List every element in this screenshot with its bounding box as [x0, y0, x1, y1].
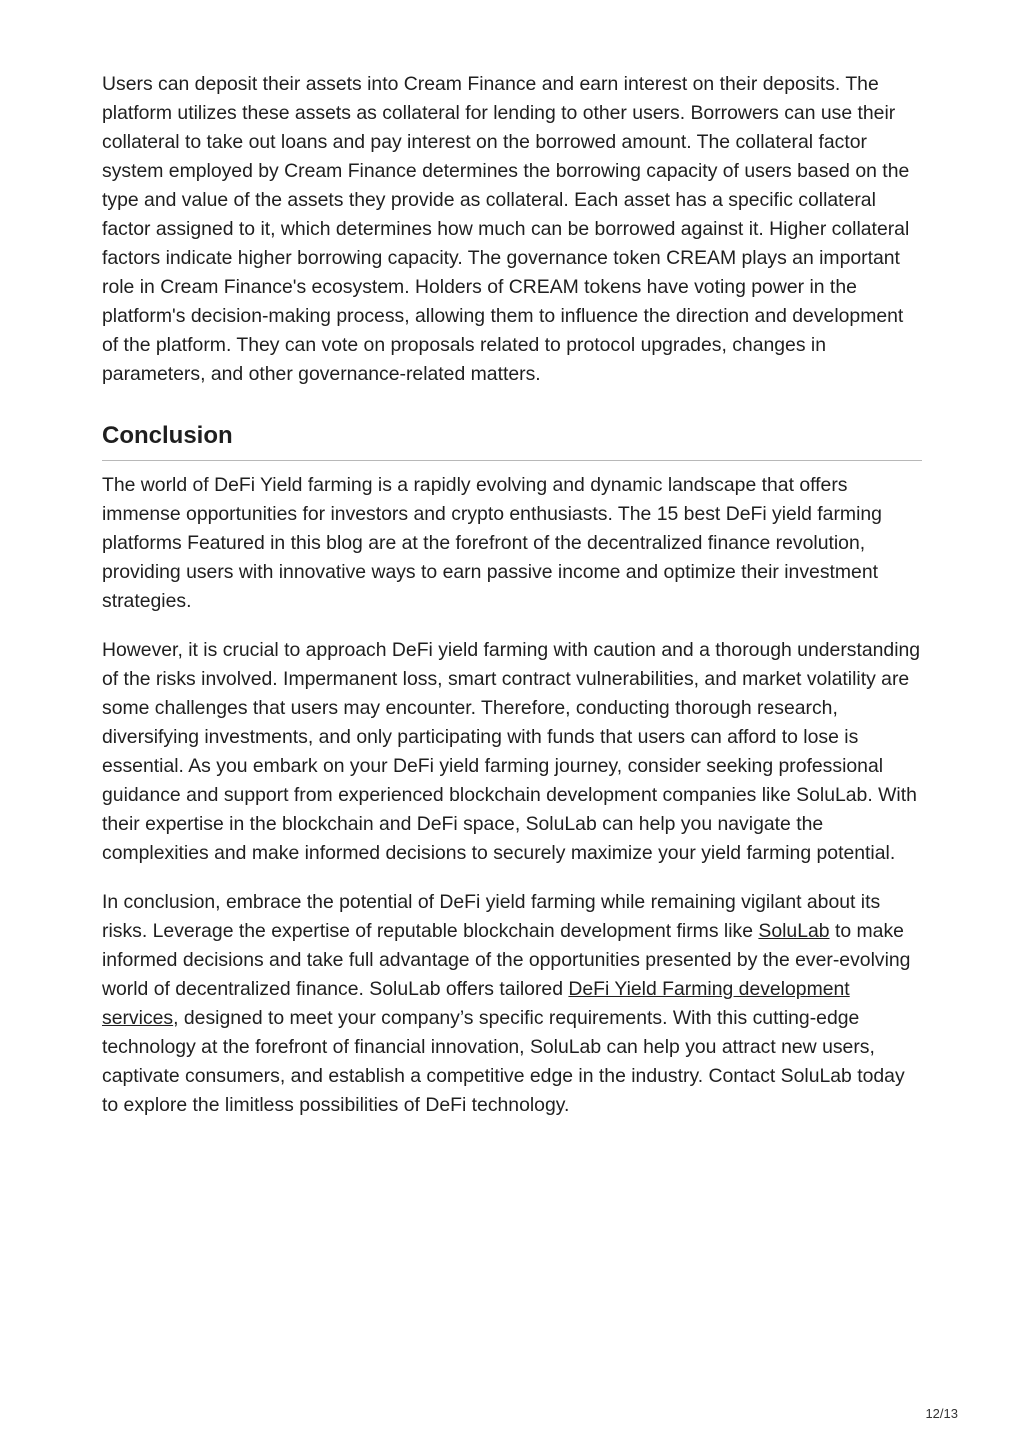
- intro-paragraph: Users can deposit their assets into Cream Finance and earn interest on their deposits. The platform utilizes these assets as collateral for lending to other users. Borrowers can use their collateral to take out loans and pay interest on the borrowed amount. The collateral factor system employed by Cream Finance determines the borrowing capacity of users based on the type and value of the assets they provide as collateral. Each asset has a specific collateral factor assigned to it, which determines how much can be borrowed against it. Higher collateral factors indicate higher borrowing capacity. The governance token CREAM plays an important role in Cream Finance's ecosystem. Holders of CREAM tokens have voting power in the platform's decision-making process, allowing them to influence the direction and development of the platform. They can vote on proposals related to protocol upgrades, changes in parameters, and other governance-related matters.: [102, 73, 910, 385]
- conclusion-paragraph-1: The world of DeFi Yield farming is a rapidly evolving and dynamic landscape that offers immense opportunities for investors and crypto enthusiasts. The 15 best DeFi yield farming platforms Featured in this blog are at the forefront of the decentralized finance revolution, providing users with innovative ways to earn passive income and optimize their investment strategies.: [102, 474, 882, 612]
- paragraph-3-text-1: In conclusion, embrace the potential of DeFi yield farming while remaining vigilant about its risks. Leverage the expertise of reputable blockchain development firms like: [102, 891, 881, 942]
- paragraph-3-text-2: to make informed decisions and take full advantage of the opportunities presented by the ever-evolving world of decentralized finance. SoluLab offers tailored: [102, 920, 911, 1000]
- defi-yield-farming-services-link[interactable]: DeFi Yield Farming development services: [102, 978, 850, 1029]
- solulab-link[interactable]: SoluLab: [758, 920, 830, 942]
- conclusion-section: [102, 421, 922, 1120]
- conclusion-heading: Conclusion: [102, 422, 233, 449]
- heading-divider: [102, 460, 922, 461]
- paragraph-3-text-3: , designed to meet your company’s specific requirements. With this cutting-edge technology at the forefront of financial innovation, SoluLab can help you attract new users, captivate consumers, and establish a competitive edge in the industry. Contact SoluLab today to explore the limitless possibilities of DeFi technology.: [102, 1007, 905, 1116]
- conclusion-paragraph-2: However, it is crucial to approach DeFi yield farming with caution and a thorough understanding of the risks involved. Impermanent loss, smart contract vulnerabilities, and market volatility are some challenges that users may encounter. Therefore, conducting thorough research, diversifying investments, and only participating with funds that users can afford to lose is essential. As you embark on your DeFi yield farming journey, consider seeking professional guidance and support from experienced blockchain development companies like SoluLab. With their expertise in the blockchain and DeFi space, SoluLab can help you navigate the complexities and make informed decisions to securely maximize your yield farming potential.: [102, 639, 921, 864]
- page-number: 12/13: [925, 1406, 958, 1421]
- conclusion-paragraph-3: [102, 888, 922, 1120]
- document-page: [102, 70, 922, 1120]
